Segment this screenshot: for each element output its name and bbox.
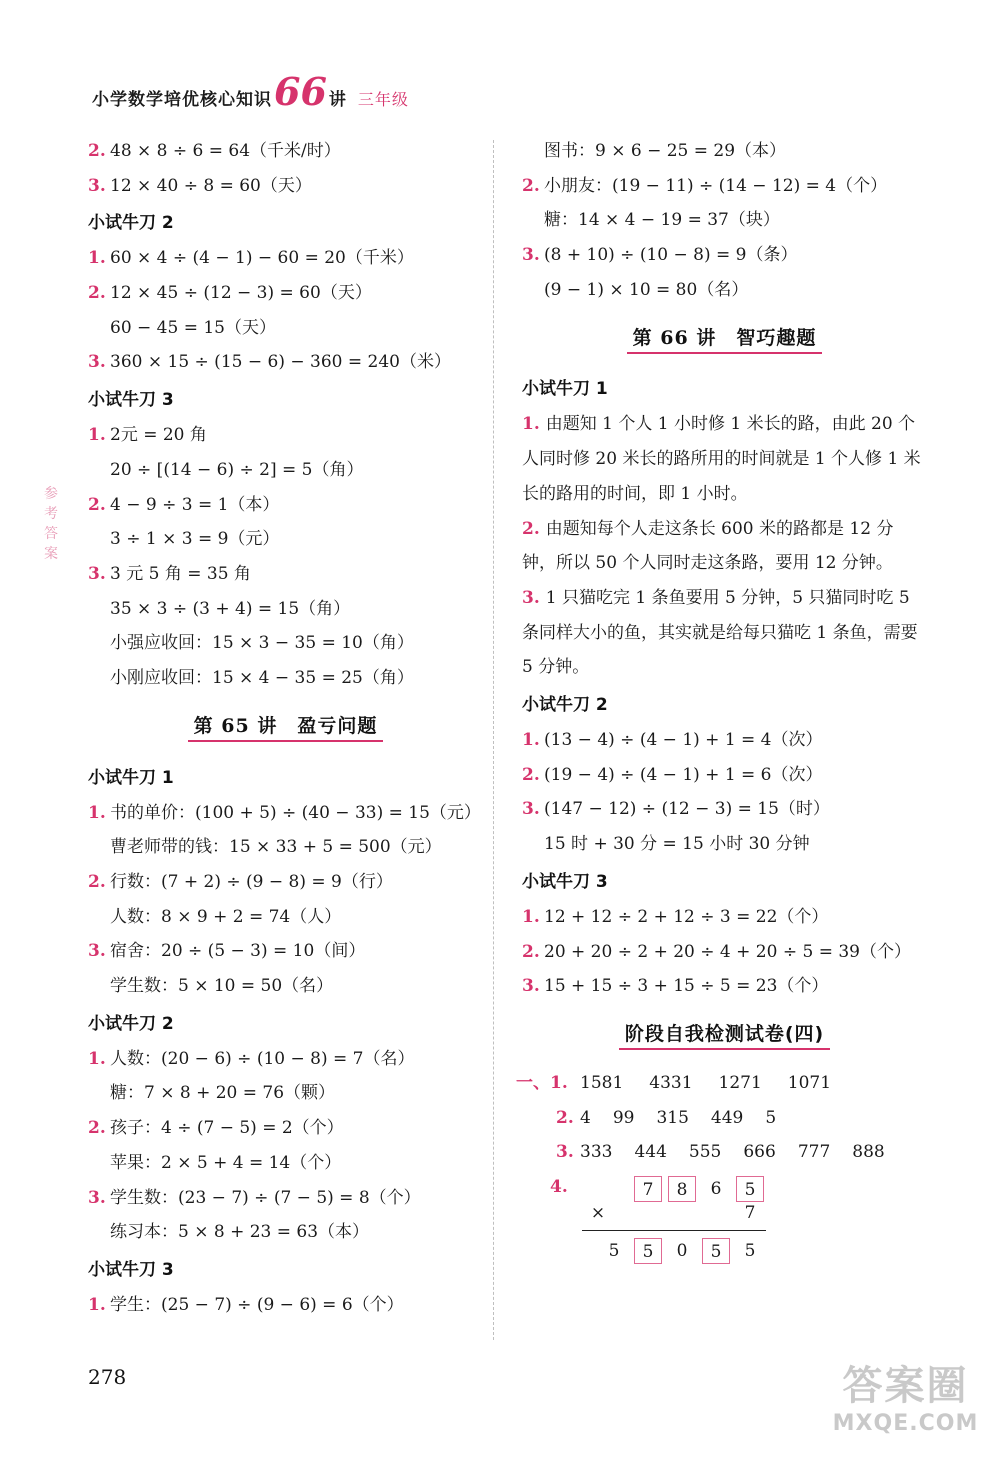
side-tab-char: 考	[44, 506, 58, 522]
answer-text: 12 × 45 ÷ (12 − 3) = 60（天）	[110, 283, 372, 304]
header-grade: 三年级	[357, 90, 409, 109]
multiplier-digit: 7	[744, 1202, 756, 1223]
question-number: 3.	[88, 175, 106, 196]
paragraph-text: 由题知每个人走这条长 600 米的路都是 12 分钟，所以 50 个人同时走这条路，要用 12 分钟。	[522, 518, 894, 574]
answer-text: 3 元 5 角 = 35 角	[110, 563, 251, 584]
answer-text: 4 − 9 ÷ 3 = 1（本）	[110, 494, 280, 515]
question-number: 1.	[88, 248, 106, 269]
question-number: 2.	[88, 872, 106, 892]
vertical-multiplication	[522, 1170, 927, 1266]
subsection-heading: 小试牛刀 2	[88, 1013, 174, 1034]
answer-continuation: 糖：7 × 8 + 20 = 76（颗）	[110, 1083, 336, 1104]
answer-line	[88, 134, 483, 169]
header-title-suffix: 讲	[328, 90, 346, 110]
question-number: 2.	[88, 283, 106, 304]
subsection-heading: 小试牛刀 3	[522, 871, 608, 892]
answer-line	[88, 934, 483, 969]
answer-value: 444	[634, 1142, 667, 1163]
lesson-heading-row	[522, 307, 927, 369]
question-number: 1.	[88, 425, 106, 446]
answer-line	[88, 796, 483, 831]
answer-continuation: 曹老师带的钱：15 × 33 + 5 = 500（元）	[110, 837, 442, 858]
answer-text: 60 × 4 ÷ (4 − 1) − 60 = 20（千米）	[110, 248, 414, 269]
answer-value: 1271	[718, 1072, 762, 1093]
lesson-heading: 第 65 讲 盈亏问题	[188, 711, 384, 742]
answer-continuation: (9 − 1) × 10 = 80（名）	[544, 279, 749, 300]
left-column	[88, 134, 483, 1323]
product-digit: 5	[608, 1240, 620, 1261]
side-tab-char: 参	[44, 486, 58, 502]
answer-value: 1071	[787, 1072, 832, 1093]
answer-value: 888	[852, 1142, 885, 1163]
answer-line	[88, 1111, 483, 1146]
answer-value: 666	[743, 1142, 776, 1163]
answer-text: 小朋友：(19 − 11) ÷ (14 − 12) = 4（个）	[544, 175, 888, 196]
multiplication-rule	[582, 1230, 766, 1231]
answer-value: 4331	[649, 1072, 693, 1093]
question-number: 1.	[522, 730, 540, 751]
answer-text: (8 + 10) ÷ (10 − 8) = 9（条）	[544, 245, 798, 266]
answer-line	[88, 557, 483, 592]
answer-text: 书的单价：(100 + 5) ÷ (40 − 33) = 15（元）	[110, 802, 481, 823]
answer-continuation: 糖：14 × 4 − 19 = 37（块）	[544, 210, 780, 231]
answer-value: 5	[765, 1107, 777, 1128]
answer-continuation: 15 时 + 30 分 = 15 小时 30 分钟	[544, 834, 810, 855]
paragraph-text: 由题知 1 个人 1 小时修 1 米长的路，由此 20 个人同时修 20 米长的路所用的时间就是 1 个人修 1 米长的路用的时间，即 1 小时。	[522, 414, 921, 504]
subsection-heading: 小试牛刀 1	[88, 767, 174, 788]
header-title-number: 66	[274, 69, 327, 114]
right-paragraph-block	[522, 407, 927, 685]
watermark-mark: 答案圈	[842, 1363, 969, 1409]
question-number: 3.	[522, 976, 540, 997]
answer-line	[88, 1181, 483, 1216]
subsection-heading: 小试牛刀 2	[522, 695, 608, 716]
answer-line	[522, 969, 927, 1004]
answer-continuation: 小强应收回：15 × 3 − 35 = 10（角）	[110, 633, 414, 654]
answer-text: 12 × 40 ÷ 8 = 60（天）	[110, 175, 312, 196]
question-number: 1.	[522, 906, 540, 927]
answer-value: 555	[688, 1142, 722, 1163]
answer-text: 学生：(25 − 7) ÷ (9 − 6) = 6（个）	[110, 1294, 404, 1315]
question-number: 3.	[522, 799, 540, 820]
paragraph-text: 1 只猫吃完 1 条鱼要用 5 分钟，5 只猫同时吃 5 条同样大小的鱼，其实就是给每只猫吃 1 条鱼，需要 5 分钟。	[522, 587, 918, 678]
answer-line	[522, 723, 927, 758]
question-number: 2.	[88, 1118, 106, 1139]
answer-value: 315	[656, 1107, 689, 1128]
answer-text: 20 + 20 ÷ 2 + 20 ÷ 4 + 20 ÷ 5 = 39（个）	[544, 941, 911, 962]
answer-text: (13 − 4) ÷ (4 − 1) + 1 = 4（次）	[544, 730, 823, 751]
multiplicand-digit: 7	[634, 1176, 662, 1202]
multiplicand-digit: 5	[736, 1176, 764, 1202]
answer-continuation: 60 − 45 = 15（天）	[110, 317, 276, 338]
answer-line	[522, 935, 927, 970]
question-number: 3.	[88, 941, 106, 962]
answer-continuation: 练习本：5 × 8 + 23 = 63（本）	[110, 1222, 370, 1243]
watermark-url: MXQE.COM	[832, 1411, 979, 1436]
answer-continuation: 图书：9 × 6 − 25 = 29（本）	[544, 141, 787, 161]
question-number: 3.	[522, 245, 540, 266]
answer-text: 360 × 15 ÷ (15 − 6) − 360 = 240（米）	[110, 352, 451, 373]
test-question-1	[516, 1066, 927, 1101]
lesson-heading: 第 66 讲 智巧趣题	[627, 323, 823, 354]
question-number: 1.	[522, 414, 540, 435]
answer-line	[522, 238, 927, 273]
answer-continuation: 3 ÷ 1 × 3 = 9（元）	[110, 529, 280, 550]
answer-line	[88, 1042, 483, 1077]
right-column	[516, 134, 927, 1266]
test-title: 阶段自我检测试卷(四)	[619, 1019, 830, 1050]
answer-line	[88, 276, 483, 311]
answer-line	[88, 488, 483, 523]
subsection-heading: 小试牛刀 3	[88, 1259, 174, 1280]
answer-value: 449	[710, 1107, 744, 1128]
test-title-row	[522, 1004, 927, 1066]
answer-value: 4	[580, 1107, 591, 1128]
answer-text: 宿舍：20 ÷ (5 − 3) = 10（间）	[110, 941, 366, 962]
answer-line	[88, 1288, 483, 1323]
lesson-heading-row	[88, 696, 483, 758]
test-question-3	[522, 1135, 927, 1170]
subsection-heading: 小试牛刀 3	[88, 390, 174, 411]
answer-value: 1581	[580, 1072, 624, 1093]
answer-line	[522, 900, 927, 935]
question-number: 1.	[88, 1294, 106, 1315]
product-digit: 5	[702, 1238, 730, 1264]
answer-line	[88, 345, 483, 380]
answer-text: 48 × 8 ÷ 6 = 64（千米/时）	[110, 141, 341, 161]
answer-line	[522, 792, 927, 827]
side-tab	[40, 484, 62, 564]
paragraph-answer	[522, 512, 927, 581]
product-digit: 5	[634, 1238, 662, 1264]
answer-line	[88, 865, 483, 900]
running-header	[92, 69, 409, 114]
answer-text: 2元 = 20 角	[110, 425, 207, 446]
right-mid-block	[522, 685, 927, 1004]
question-number: 3.	[88, 352, 106, 373]
test-section-number: 一、	[516, 1072, 550, 1093]
question-number: 2.	[522, 764, 540, 785]
answer-text: (147 − 12) ÷ (12 − 3) = 15（时）	[544, 799, 830, 820]
side-tab-char: 案	[44, 546, 58, 562]
question-number: 2.	[522, 518, 540, 539]
answer-text: 学生数：(23 − 7) ÷ (7 − 5) = 8（个）	[110, 1187, 421, 1208]
answer-line	[88, 241, 483, 276]
answer-text: (19 − 4) ÷ (4 − 1) + 1 = 6（次）	[544, 764, 823, 785]
answer-continuation: 学生数：5 × 10 = 50（名）	[110, 976, 334, 997]
question-number: 2.	[88, 141, 106, 161]
test-question-2	[522, 1101, 927, 1136]
question-number: 4.	[550, 1176, 568, 1197]
question-number: 2.	[522, 941, 540, 962]
answer-text: 15 + 15 ÷ 3 + 15 ÷ 5 = 23（个）	[544, 976, 829, 997]
answer-value: 99	[612, 1107, 635, 1128]
product-digit: 0	[676, 1240, 688, 1261]
watermark-logo	[818, 1362, 993, 1447]
answer-text: 孩子：4 ÷ (7 − 5) = 2（个）	[110, 1118, 344, 1139]
answer-continuation: 20 ÷ [(14 − 6) ÷ 2] = 5（角）	[110, 459, 364, 480]
answer-value: 777	[797, 1142, 831, 1163]
answer-line	[522, 758, 927, 793]
answer-continuation: 35 × 3 ÷ (3 + 4) = 15（角）	[110, 598, 351, 619]
question-number: 2.	[556, 1107, 574, 1128]
question-number: 2.	[522, 175, 540, 196]
right-top-block	[522, 134, 927, 407]
question-number: 3.	[88, 1187, 106, 1208]
answer-line	[88, 169, 483, 204]
question-number: 3.	[522, 587, 540, 608]
answer-value: 333	[580, 1142, 613, 1163]
answer-continuation: 人数：8 × 9 + 2 = 74（人）	[110, 906, 342, 927]
answer-line	[88, 418, 483, 453]
question-number: 1.	[88, 802, 106, 823]
answer-continuation: 苹果：2 × 5 + 4 = 14（个）	[110, 1152, 342, 1173]
column-divider	[493, 140, 494, 1340]
side-tab-char: 答	[44, 526, 58, 542]
paragraph-answer	[522, 581, 927, 685]
paragraph-answer	[522, 407, 927, 511]
question-number: 1.	[550, 1072, 568, 1093]
subsection-heading: 小试牛刀 2	[88, 213, 174, 234]
header-title-prefix: 小学数学培优核心知识	[92, 90, 272, 110]
multiplicand-digit: 6	[710, 1178, 722, 1199]
question-number: 3.	[556, 1142, 574, 1163]
answer-text: 人数：(20 − 6) ÷ (10 − 8) = 7（名）	[110, 1048, 415, 1069]
question-number: 1.	[88, 1048, 106, 1069]
answer-line	[522, 169, 927, 204]
answer-continuation: 小刚应收回：15 × 4 − 35 = 25（角）	[110, 667, 414, 688]
multiply-operator: ×	[590, 1202, 606, 1223]
product-digit: 5	[744, 1240, 756, 1261]
page-number: 278	[88, 1365, 127, 1389]
question-number: 3.	[88, 563, 106, 584]
subsection-heading: 小试牛刀 1	[522, 379, 608, 400]
multiplicand-digit: 8	[668, 1176, 696, 1202]
answer-text: 行数：(7 + 2) ÷ (9 − 8) = 9（行）	[110, 872, 393, 892]
answer-text: 12 + 12 ÷ 2 + 12 ÷ 3 = 22（个）	[544, 906, 829, 927]
question-number: 2.	[88, 494, 106, 515]
